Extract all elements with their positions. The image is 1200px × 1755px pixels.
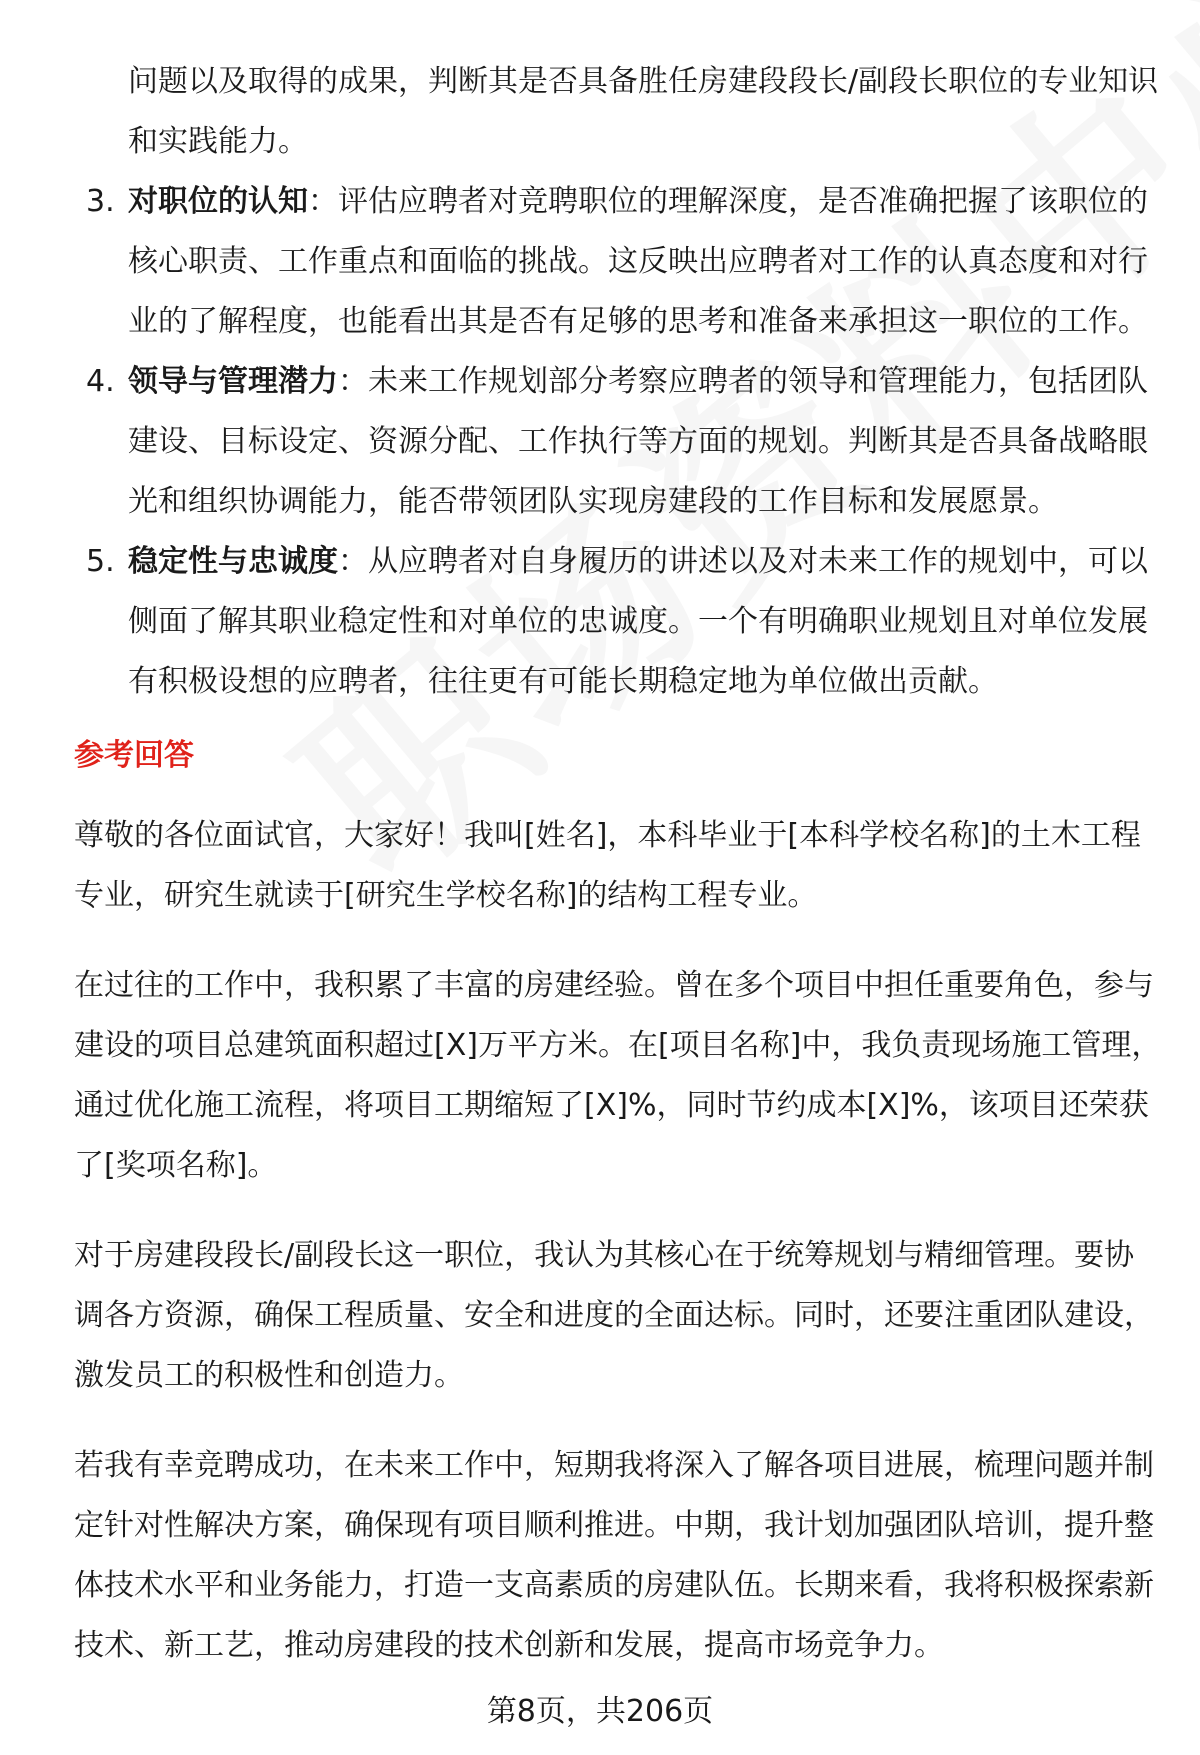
list-number: 5. [86,544,115,579]
list-item [74,352,1164,532]
point-separator: ： [308,184,338,219]
answer-paragraph: 尊敬的各位面试官，大家好！我叫[姓名]，本科毕业于[本科学校名称]的土木工程专业，研究生就读于[研究生学校名称]的结构工程专业。 [74,818,1141,913]
answer-paragraph: 在过往的工作中，我积累了丰富的房建经验。曾在多个项目中担任重要角色，参与建设的项目总建筑面积超过[X]万平方米。在[项目名称]中，我负责现场施工管理，通过优化施工流程，将项目工期缩短了[X]%，同时节约成本[X]%，该项目还荣获了[奖项名称]。 [74,968,1162,1183]
evaluation-points-list [74,172,1164,712]
list-item [74,172,1164,352]
point-separator: ： [338,364,368,399]
list-number: 3. [86,184,115,219]
point-term: 对职位的认知 [128,184,308,219]
point-separator: ： [338,544,368,579]
point-term: 领导与管理潜力 [128,364,338,399]
point-text: 未来工作规划部分考察应聘者的领导和管理能力，包括团队建设、目标设定、资源分配、工作执行等方面的规划。判断其是否具备战略眼光和组织协调能力，能否带领团队实现房建段的工作目标和发展愿景。 [128,364,1148,519]
list-number: 4. [86,364,115,399]
section-title-reference-answer: 参考回答 [74,738,194,773]
page-number-footer: 第8页，共206页 [486,1694,714,1729]
point-text: 从应聘者对自身履历的讲述以及对未来工作的规划中，可以侧面了解其职业稳定性和对单位的忠诚度。一个有明确职业规划且对单位发展有积极设想的应聘者，往往更有可能长期稳定地为单位做出贡献。 [128,544,1148,699]
intro-continuation: 问题以及取得的成果，判断其是否具备胜任房建段段长/副段长职位的专业知识和实践能力。 [128,64,1159,159]
point-term: 稳定性与忠诚度 [128,544,338,579]
answer-paragraph: 若我有幸竞聘成功，在未来工作中，短期我将深入了解各项目进展，梳理问题并制定针对性解决方案，确保现有项目顺利推进。中期，我计划加强团队培训，提升整体技术水平和业务能力，打造一支高素质的房建队伍。长期来看，我将积极探索新技术、新工艺，推动房建段的技术创新和发展，提高市场竞争力。 [74,1448,1154,1663]
answer-paragraph: 对于房建段段长/副段长这一职位，我认为其核心在于统筹规划与精细管理。要协调各方资源，确保工程质量、安全和进度的全面达标。同时，还要注重团队建设，激发员工的积极性和创造力。 [74,1238,1154,1393]
list-item [74,532,1164,712]
point-text: 评估应聘者对竞聘职位的理解深度，是否准确把握了该职位的核心职责、工作重点和面临的挑战。这反映出应聘者对工作的认真态度和对行业的了解程度，也能看出其是否有足够的思考和准备来承担这一职位的工作。 [128,184,1148,339]
page-content [74,52,1164,1706]
